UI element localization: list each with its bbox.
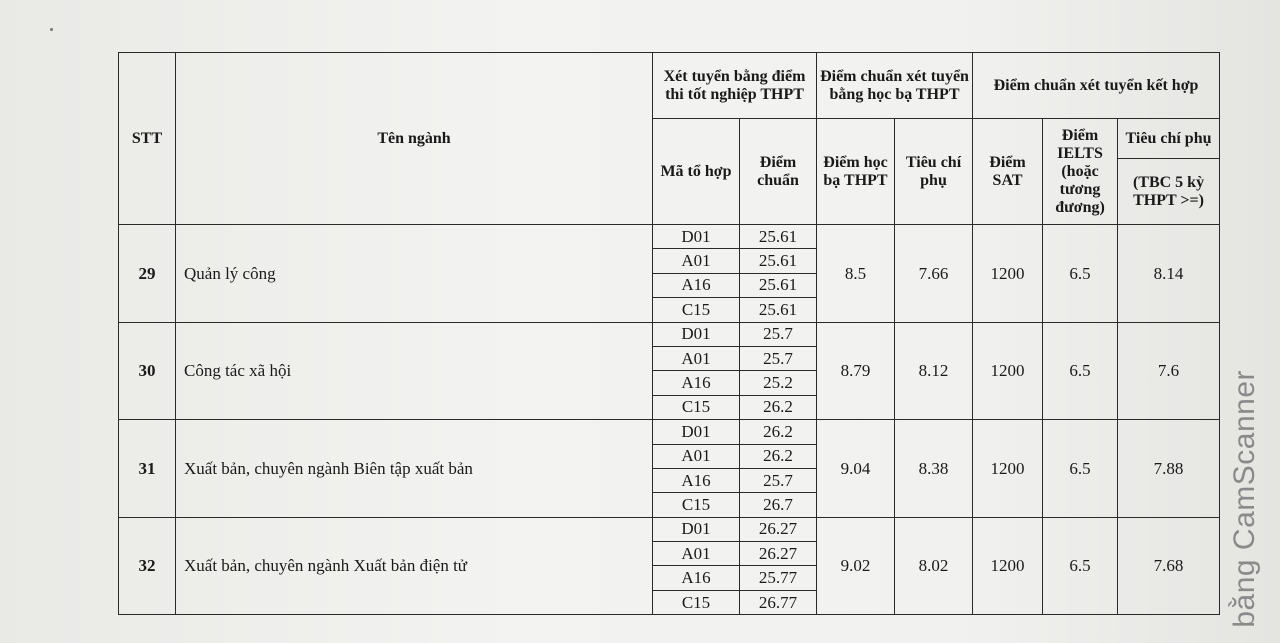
combo-code: C15 (653, 493, 740, 517)
combo-code: A16 (653, 371, 740, 395)
combo-cutoff-score: 26.27 (740, 517, 817, 541)
combo-cutoff-score: 25.2 (740, 371, 817, 395)
table-row (119, 517, 1220, 541)
row-major-name: Công tác xã hội (176, 322, 653, 420)
combo-cutoff-score: 26.27 (740, 542, 817, 566)
header-major: Tên ngành (176, 53, 653, 225)
header-secondary-combined-note: (TBC 5 kỳ THPT >=) (1118, 159, 1220, 225)
row-secondary-criterion: 8.38 (895, 420, 973, 518)
combo-cutoff-score: 25.7 (740, 322, 817, 346)
row-stt: 30 (119, 322, 176, 420)
row-ielts-score: 6.5 (1043, 517, 1118, 615)
combo-code: C15 (653, 298, 740, 322)
row-sat-score: 1200 (973, 225, 1043, 323)
combo-cutoff-score: 26.77 (740, 590, 817, 614)
combo-code: A16 (653, 566, 740, 590)
row-secondary-criterion: 8.12 (895, 322, 973, 420)
header-ielts-score: Điểm IELTS (hoặc tương đương) (1043, 119, 1118, 225)
header-group-combined: Điểm chuẩn xét tuyển kết hợp (973, 53, 1220, 119)
combo-cutoff-score: 25.77 (740, 566, 817, 590)
combo-code: A16 (653, 468, 740, 492)
combo-cutoff-score: 26.2 (740, 395, 817, 419)
combo-code: A01 (653, 249, 740, 273)
row-secondary-combined: 7.6 (1118, 322, 1220, 420)
combo-code: D01 (653, 517, 740, 541)
row-major-name: Xuất bản, chuyên ngành Xuất bản điện tử (176, 517, 653, 615)
row-major-name: Quản lý công (176, 225, 653, 323)
table-row (119, 322, 1220, 346)
header-group-transcript: Điểm chuẩn xét tuyển bằng học bạ THPT (817, 53, 973, 119)
admission-score-table (118, 52, 1220, 615)
row-secondary-combined: 8.14 (1118, 225, 1220, 323)
combo-cutoff-score: 25.61 (740, 298, 817, 322)
row-ielts-score: 6.5 (1043, 322, 1118, 420)
header-secondary-combined: Tiêu chí phụ (1118, 119, 1220, 159)
row-secondary-criterion: 7.66 (895, 225, 973, 323)
row-transcript-score: 9.02 (817, 517, 895, 615)
row-sat-score: 1200 (973, 420, 1043, 518)
table-row (119, 225, 1220, 249)
header-sat-score: Điểm SAT (973, 119, 1043, 225)
header-transcript-score: Điểm học bạ THPT (817, 119, 895, 225)
header-group-exam: Xét tuyển bằng điểm thi tốt nghiệp THPT (653, 53, 817, 119)
row-secondary-criterion: 8.02 (895, 517, 973, 615)
row-ielts-score: 6.5 (1043, 225, 1118, 323)
combo-code: C15 (653, 590, 740, 614)
combo-cutoff-score: 25.61 (740, 225, 817, 249)
combo-cutoff-score: 26.2 (740, 444, 817, 468)
combo-code: C15 (653, 395, 740, 419)
row-stt: 32 (119, 517, 176, 615)
combo-code: A01 (653, 444, 740, 468)
row-sat-score: 1200 (973, 517, 1043, 615)
combo-code: D01 (653, 420, 740, 444)
row-transcript-score: 9.04 (817, 420, 895, 518)
combo-cutoff-score: 26.2 (740, 420, 817, 444)
row-stt: 31 (119, 420, 176, 518)
combo-cutoff-score: 25.61 (740, 273, 817, 297)
row-secondary-combined: 7.68 (1118, 517, 1220, 615)
header-stt: STT (119, 53, 176, 225)
header-secondary-criterion: Tiêu chí phụ (895, 119, 973, 225)
combo-code: A01 (653, 346, 740, 370)
combo-code: A01 (653, 542, 740, 566)
row-sat-score: 1200 (973, 322, 1043, 420)
scan-speck (50, 28, 53, 31)
row-major-name: Xuất bản, chuyên ngành Biên tập xuất bản (176, 420, 653, 518)
row-ielts-score: 6.5 (1043, 420, 1118, 518)
table-row (119, 420, 1220, 444)
camscanner-watermark: bằng CamScanner (1228, 370, 1261, 628)
combo-cutoff-score: 25.7 (740, 346, 817, 370)
row-transcript-score: 8.79 (817, 322, 895, 420)
row-transcript-score: 8.5 (817, 225, 895, 323)
combo-cutoff-score: 25.7 (740, 468, 817, 492)
header-combo-code: Mã tổ hợp (653, 119, 740, 225)
header-cutoff-score: Điểm chuẩn (740, 119, 817, 225)
combo-cutoff-score: 26.7 (740, 493, 817, 517)
combo-cutoff-score: 25.61 (740, 249, 817, 273)
combo-code: D01 (653, 322, 740, 346)
row-secondary-combined: 7.88 (1118, 420, 1220, 518)
combo-code: D01 (653, 225, 740, 249)
row-stt: 29 (119, 225, 176, 323)
combo-code: A16 (653, 273, 740, 297)
